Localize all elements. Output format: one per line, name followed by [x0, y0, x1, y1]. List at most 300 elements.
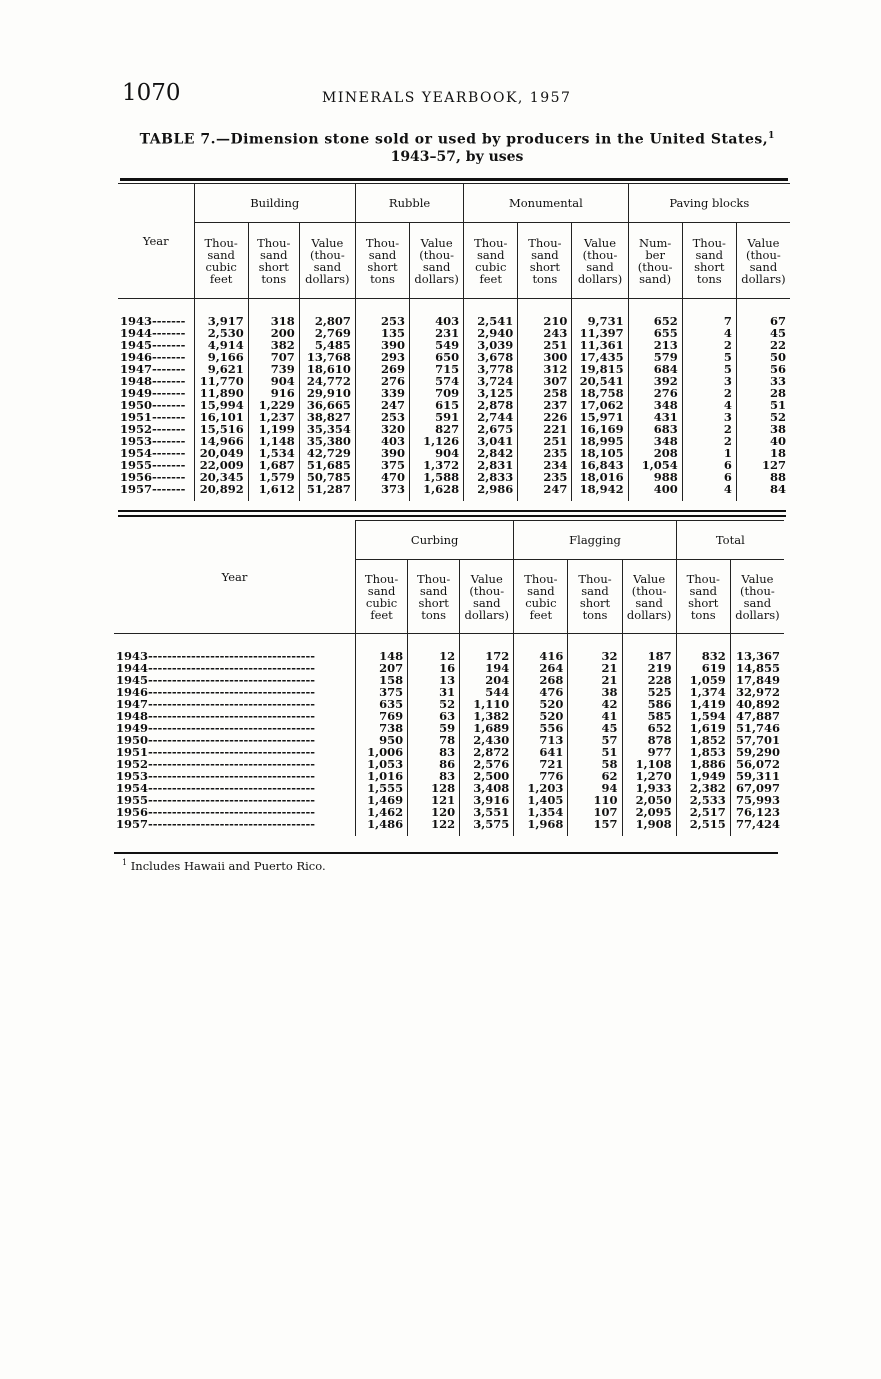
column-header: Thou-sand short tons — [408, 560, 460, 634]
value-cell: 9,621 — [194, 363, 248, 375]
value-cell: 16,169 — [572, 423, 628, 435]
value-cell: 713 — [514, 734, 568, 746]
value-cell: 19,815 — [572, 363, 628, 375]
value-cell: 157 — [568, 818, 622, 836]
year-cell: 1955 — [116, 793, 149, 807]
value-cell: 520 — [514, 698, 568, 710]
value-cell: 652 — [628, 315, 682, 327]
value-cell: 1,203 — [514, 782, 568, 794]
value-cell: 373 — [355, 483, 409, 501]
value-cell: 5,485 — [299, 339, 355, 351]
value-cell: 9,731 — [572, 315, 628, 327]
value-cell: 2,986 — [464, 483, 518, 501]
value-cell: 1,405 — [514, 794, 568, 806]
leader-dots: ------- — [152, 470, 186, 484]
value-cell: 312 — [518, 363, 572, 375]
value-cell: 2,382 — [676, 782, 730, 794]
year-cell: 1950 — [116, 733, 149, 747]
value-cell: 11,397 — [572, 327, 628, 339]
value-cell: 549 — [410, 339, 464, 351]
value-cell: 2,050 — [622, 794, 676, 806]
column-header: Value (thou-sand dollars) — [622, 560, 676, 634]
year-cell: 1952 — [116, 757, 149, 771]
value-cell: 2 — [682, 435, 736, 447]
value-cell: 51 — [736, 399, 790, 411]
leader-dots: ----------------------------------- — [148, 745, 316, 759]
value-cell: 122 — [408, 818, 460, 836]
value-cell: 318 — [248, 315, 299, 327]
value-cell: 579 — [628, 351, 682, 363]
value-cell: 32,972 — [730, 686, 784, 698]
value-cell: 1 — [682, 447, 736, 459]
value-cell: 59,290 — [730, 746, 784, 758]
value-cell: 5 — [682, 363, 736, 375]
value-cell: 2,533 — [676, 794, 730, 806]
value-cell: 52 — [408, 698, 460, 710]
value-cell: 94 — [568, 782, 622, 794]
value-cell: 210 — [518, 315, 572, 327]
value-cell: 2,576 — [460, 758, 514, 770]
value-cell: 2,515 — [676, 818, 730, 836]
year-cell: 1943 — [116, 649, 149, 663]
table-row — [114, 818, 784, 836]
value-cell: 12 — [408, 650, 460, 662]
value-cell: 1,853 — [676, 746, 730, 758]
value-cell: 3 — [682, 375, 736, 387]
leader-dots: ------- — [152, 434, 186, 448]
leader-dots: ------- — [152, 422, 186, 436]
value-cell: 683 — [628, 423, 682, 435]
value-cell: 1,612 — [248, 483, 299, 501]
value-cell: 268 — [514, 674, 568, 686]
value-cell: 2 — [682, 423, 736, 435]
value-cell: 1,126 — [410, 435, 464, 447]
value-cell: 83 — [408, 746, 460, 758]
year-cell: 1946 — [120, 350, 153, 364]
leader-dots: ------- — [152, 410, 186, 424]
value-cell: 544 — [460, 686, 514, 698]
value-cell: 51 — [568, 746, 622, 758]
spacer-row — [118, 299, 790, 316]
value-cell: 3,778 — [464, 363, 518, 375]
value-cell: 641 — [514, 746, 568, 758]
value-cell: 45 — [736, 327, 790, 339]
column-header: Thou-sand short tons — [248, 223, 299, 299]
value-cell: 77,424 — [730, 818, 784, 836]
leader-dots: ------- — [152, 446, 186, 460]
value-cell: 234 — [518, 459, 572, 471]
value-cell: 2,675 — [464, 423, 518, 435]
leader-dots: ----------------------------------- — [148, 661, 316, 675]
value-cell: 32 — [568, 650, 622, 662]
value-cell: 40,892 — [730, 698, 784, 710]
value-cell: 2,430 — [460, 734, 514, 746]
value-cell: 4 — [682, 399, 736, 411]
value-cell: 2 — [682, 339, 736, 351]
value-cell: 390 — [355, 339, 409, 351]
uses-table-part-2 — [114, 520, 784, 836]
value-cell: 11,361 — [572, 339, 628, 351]
value-cell: 251 — [518, 435, 572, 447]
value-cell: 1,933 — [622, 782, 676, 794]
year-cell: 1945 — [116, 673, 149, 687]
value-cell: 88 — [736, 471, 790, 483]
value-cell: 9,166 — [194, 351, 248, 363]
value-cell: 950 — [356, 734, 408, 746]
value-cell: 1,059 — [676, 674, 730, 686]
value-cell: 7 — [682, 315, 736, 327]
column-header: Thou-sand short tons — [355, 223, 409, 299]
value-cell: 3,724 — [464, 375, 518, 387]
value-cell: 2,517 — [676, 806, 730, 818]
value-cell: 51,685 — [299, 459, 355, 471]
year-cell: 1943 — [120, 314, 153, 328]
value-cell: 207 — [356, 662, 408, 674]
leader-dots: ------- — [152, 350, 186, 364]
value-cell: 158 — [356, 674, 408, 686]
value-cell: 14,966 — [194, 435, 248, 447]
value-cell: 1,486 — [356, 818, 408, 836]
value-cell: 204 — [460, 674, 514, 686]
value-cell: 5 — [682, 351, 736, 363]
value-cell: 128 — [408, 782, 460, 794]
value-cell: 276 — [355, 375, 409, 387]
value-cell: 4,914 — [194, 339, 248, 351]
value-cell: 2,541 — [464, 315, 518, 327]
value-cell: 431 — [628, 411, 682, 423]
value-cell: 916 — [248, 387, 299, 399]
value-cell: 2,831 — [464, 459, 518, 471]
table1-top-rule — [120, 178, 788, 181]
value-cell: 20,541 — [572, 375, 628, 387]
value-cell: 50 — [736, 351, 790, 363]
column-header: Value (thou-sand dollars) — [410, 223, 464, 299]
leader-dots: ------- — [152, 398, 186, 412]
leader-dots: ----------------------------------- — [148, 673, 316, 687]
footnote — [122, 858, 326, 873]
value-cell: 20,049 — [194, 447, 248, 459]
column-header: Value (thou-sand dollars) — [460, 560, 514, 634]
group-header-paving-blocks: Paving blocks — [628, 184, 790, 223]
year-cell: 1946 — [116, 685, 149, 699]
spacer-row — [114, 634, 784, 651]
value-cell: 1,006 — [356, 746, 408, 758]
table-row — [118, 483, 790, 501]
value-cell: 1,886 — [676, 758, 730, 770]
value-cell: 33 — [736, 375, 790, 387]
value-cell: 375 — [355, 459, 409, 471]
value-cell: 2,940 — [464, 327, 518, 339]
value-cell: 635 — [356, 698, 408, 710]
value-cell: 1,534 — [248, 447, 299, 459]
year-cell: 1948 — [120, 374, 153, 388]
value-cell: 11,770 — [194, 375, 248, 387]
year-header: Year — [118, 184, 194, 299]
value-cell: 1,372 — [410, 459, 464, 471]
value-cell: 1,354 — [514, 806, 568, 818]
title-line-2: 1943–57, by uses — [390, 148, 524, 165]
leader-dots: ------- — [152, 458, 186, 472]
value-cell: 1,237 — [248, 411, 299, 423]
leader-dots: ----------------------------------- — [148, 697, 316, 711]
value-cell: 24,772 — [299, 375, 355, 387]
value-cell: 228 — [622, 674, 676, 686]
year-cell: 1953 — [116, 769, 149, 783]
value-cell: 382 — [248, 339, 299, 351]
value-cell: 3,551 — [460, 806, 514, 818]
value-cell: 83 — [408, 770, 460, 782]
value-cell: 1,148 — [248, 435, 299, 447]
value-cell: 556 — [514, 722, 568, 734]
value-cell: 247 — [355, 399, 409, 411]
leader-dots: ------- — [152, 386, 186, 400]
value-cell: 1,462 — [356, 806, 408, 818]
value-cell: 36,665 — [299, 399, 355, 411]
value-cell: 655 — [628, 327, 682, 339]
table-separator-rule — [118, 510, 786, 512]
value-cell: 253 — [355, 315, 409, 327]
value-cell: 2,530 — [194, 327, 248, 339]
value-cell: 585 — [622, 710, 676, 722]
value-cell: 67,097 — [730, 782, 784, 794]
value-cell: 3,917 — [194, 315, 248, 327]
value-cell: 235 — [518, 471, 572, 483]
value-cell: 76,123 — [730, 806, 784, 818]
year-cell: 1949 — [120, 386, 153, 400]
value-cell: 2,095 — [622, 806, 676, 818]
value-cell: 1,852 — [676, 734, 730, 746]
value-cell: 738 — [356, 722, 408, 734]
value-cell: 390 — [355, 447, 409, 459]
value-cell: 15,994 — [194, 399, 248, 411]
column-header: Value (thou-sand dollars) — [736, 223, 790, 299]
value-cell: 2,878 — [464, 399, 518, 411]
value-cell: 715 — [410, 363, 464, 375]
value-cell: 51,746 — [730, 722, 784, 734]
column-header: Thou-sand cubic feet — [194, 223, 248, 299]
value-cell: 50,785 — [299, 471, 355, 483]
value-cell: 45 — [568, 722, 622, 734]
value-cell: 107 — [568, 806, 622, 818]
value-cell: 51,287 — [299, 483, 355, 501]
group-header-total: Total — [676, 521, 784, 560]
value-cell: 652 — [622, 722, 676, 734]
value-cell: 3,039 — [464, 339, 518, 351]
value-cell: 3,916 — [460, 794, 514, 806]
value-cell: 1,579 — [248, 471, 299, 483]
value-cell: 1,588 — [410, 471, 464, 483]
value-cell: 194 — [460, 662, 514, 674]
value-cell: 403 — [410, 315, 464, 327]
year-cell: 1954 — [120, 446, 153, 460]
value-cell: 2,500 — [460, 770, 514, 782]
value-cell: 121 — [408, 794, 460, 806]
leader-dots: ------- — [152, 482, 186, 496]
leader-dots: ----------------------------------- — [148, 721, 316, 735]
value-cell: 1,419 — [676, 698, 730, 710]
table2-bottom-rule — [114, 852, 778, 854]
year-cell: 1951 — [120, 410, 153, 424]
value-cell: 221 — [518, 423, 572, 435]
value-cell: 35,380 — [299, 435, 355, 447]
year-cell: 1956 — [120, 470, 153, 484]
value-cell: 739 — [248, 363, 299, 375]
value-cell: 237 — [518, 399, 572, 411]
value-cell: 15,971 — [572, 411, 628, 423]
value-cell: 320 — [355, 423, 409, 435]
column-header: Value (thou-sand dollars) — [572, 223, 628, 299]
leader-dots: ----------------------------------- — [148, 769, 316, 783]
value-cell: 47,887 — [730, 710, 784, 722]
leader-dots: ------- — [152, 362, 186, 376]
value-cell: 574 — [410, 375, 464, 387]
value-cell: 38,827 — [299, 411, 355, 423]
leader-dots: ----------------------------------- — [148, 649, 316, 663]
value-cell: 187 — [622, 650, 676, 662]
value-cell: 18,105 — [572, 447, 628, 459]
value-cell: 258 — [518, 387, 572, 399]
value-cell: 13,367 — [730, 650, 784, 662]
year-cell: 1957 — [116, 817, 149, 831]
value-cell: 219 — [622, 662, 676, 674]
value-cell: 56,072 — [730, 758, 784, 770]
leader-dots: ------- — [152, 338, 186, 352]
value-cell: 1,270 — [622, 770, 676, 782]
year-cell: 1950 — [120, 398, 153, 412]
value-cell: 253 — [355, 411, 409, 423]
value-cell: 470 — [355, 471, 409, 483]
value-cell: 38 — [568, 686, 622, 698]
leader-dots: ----------------------------------- — [148, 805, 316, 819]
value-cell: 4 — [682, 327, 736, 339]
value-cell: 1,374 — [676, 686, 730, 698]
value-cell: 1,689 — [460, 722, 514, 734]
title-footnote-marker: 1 — [768, 131, 775, 141]
value-cell: 28 — [736, 387, 790, 399]
value-cell: 1,619 — [676, 722, 730, 734]
value-cell: 58 — [568, 758, 622, 770]
value-cell: 3,041 — [464, 435, 518, 447]
value-cell: 1,016 — [356, 770, 408, 782]
value-cell: 977 — [622, 746, 676, 758]
value-cell: 18,016 — [572, 471, 628, 483]
group-header-rubble: Rubble — [355, 184, 463, 223]
footnote-text: Includes Hawaii and Puerto Rico. — [130, 858, 326, 873]
page-number: 1070 — [122, 80, 181, 106]
value-cell: 709 — [410, 387, 464, 399]
value-cell: 1,199 — [248, 423, 299, 435]
value-cell: 63 — [408, 710, 460, 722]
value-cell: 15,516 — [194, 423, 248, 435]
value-cell: 208 — [628, 447, 682, 459]
value-cell: 17,435 — [572, 351, 628, 363]
value-cell: 120 — [408, 806, 460, 818]
value-cell: 520 — [514, 710, 568, 722]
value-cell: 42 — [568, 698, 622, 710]
column-header: Value (thou-sand dollars) — [299, 223, 355, 299]
leader-dots: ----------------------------------- — [148, 685, 316, 699]
column-header: Value (thou-sand dollars) — [730, 560, 784, 634]
value-cell: 2,872 — [460, 746, 514, 758]
year-cell: 1951 — [116, 745, 149, 759]
leader-dots: ----------------------------------- — [148, 781, 316, 795]
year-cell: 1952 — [120, 422, 153, 436]
value-cell: 213 — [628, 339, 682, 351]
value-cell: 476 — [514, 686, 568, 698]
leader-dots: ----------------------------------- — [148, 733, 316, 747]
value-cell: 20,892 — [194, 483, 248, 501]
value-cell: 16,101 — [194, 411, 248, 423]
value-cell: 2,769 — [299, 327, 355, 339]
value-cell: 62 — [568, 770, 622, 782]
value-cell: 29,910 — [299, 387, 355, 399]
leader-dots: ------- — [152, 374, 186, 388]
year-cell: 1954 — [116, 781, 149, 795]
value-cell: 348 — [628, 435, 682, 447]
leader-dots: ----------------------------------- — [148, 793, 316, 807]
year-cell: 1948 — [116, 709, 149, 723]
page-header — [122, 80, 782, 114]
year-cell: 1956 — [116, 805, 149, 819]
value-cell: 2,833 — [464, 471, 518, 483]
value-cell: 11,890 — [194, 387, 248, 399]
value-cell: 84 — [736, 483, 790, 501]
title-line-1: TABLE 7.—Dimension stone sold or used by producers in the United States, — [139, 131, 769, 148]
value-cell: 276 — [628, 387, 682, 399]
value-cell: 148 — [356, 650, 408, 662]
value-cell: 307 — [518, 375, 572, 387]
value-cell: 1,628 — [410, 483, 464, 501]
value-cell: 52 — [736, 411, 790, 423]
year-cell: 1944 — [116, 661, 149, 675]
value-cell: 776 — [514, 770, 568, 782]
value-cell: 6 — [682, 459, 736, 471]
value-cell: 2,807 — [299, 315, 355, 327]
value-cell: 42,729 — [299, 447, 355, 459]
value-cell: 135 — [355, 327, 409, 339]
value-cell: 1,949 — [676, 770, 730, 782]
column-header: Num-ber (thou-sand) — [628, 223, 682, 299]
value-cell: 31 — [408, 686, 460, 698]
value-cell: 22,009 — [194, 459, 248, 471]
value-cell: 18,758 — [572, 387, 628, 399]
table-title — [122, 128, 792, 166]
value-cell: 1,053 — [356, 758, 408, 770]
value-cell: 18,942 — [572, 483, 628, 501]
value-cell: 2 — [682, 387, 736, 399]
leader-dots: ----------------------------------- — [148, 709, 316, 723]
value-cell: 20,345 — [194, 471, 248, 483]
value-cell: 86 — [408, 758, 460, 770]
value-cell: 4 — [682, 483, 736, 501]
value-cell: 293 — [355, 351, 409, 363]
value-cell: 650 — [410, 351, 464, 363]
leader-dots: ----------------------------------- — [148, 817, 316, 831]
value-cell: 2,744 — [464, 411, 518, 423]
value-cell: 375 — [356, 686, 408, 698]
year-cell: 1957 — [120, 482, 153, 496]
column-header: Thou-sand short tons — [568, 560, 622, 634]
value-cell: 17,062 — [572, 399, 628, 411]
value-cell: 264 — [514, 662, 568, 674]
group-header-monumental: Monumental — [464, 184, 628, 223]
value-cell: 1,110 — [460, 698, 514, 710]
value-cell: 2,842 — [464, 447, 518, 459]
running-title: MINERALS YEARBOOK, 1957 — [322, 90, 572, 106]
year-cell: 1953 — [120, 434, 153, 448]
value-cell: 38 — [736, 423, 790, 435]
column-header: Thou-sand cubic feet — [356, 560, 408, 634]
